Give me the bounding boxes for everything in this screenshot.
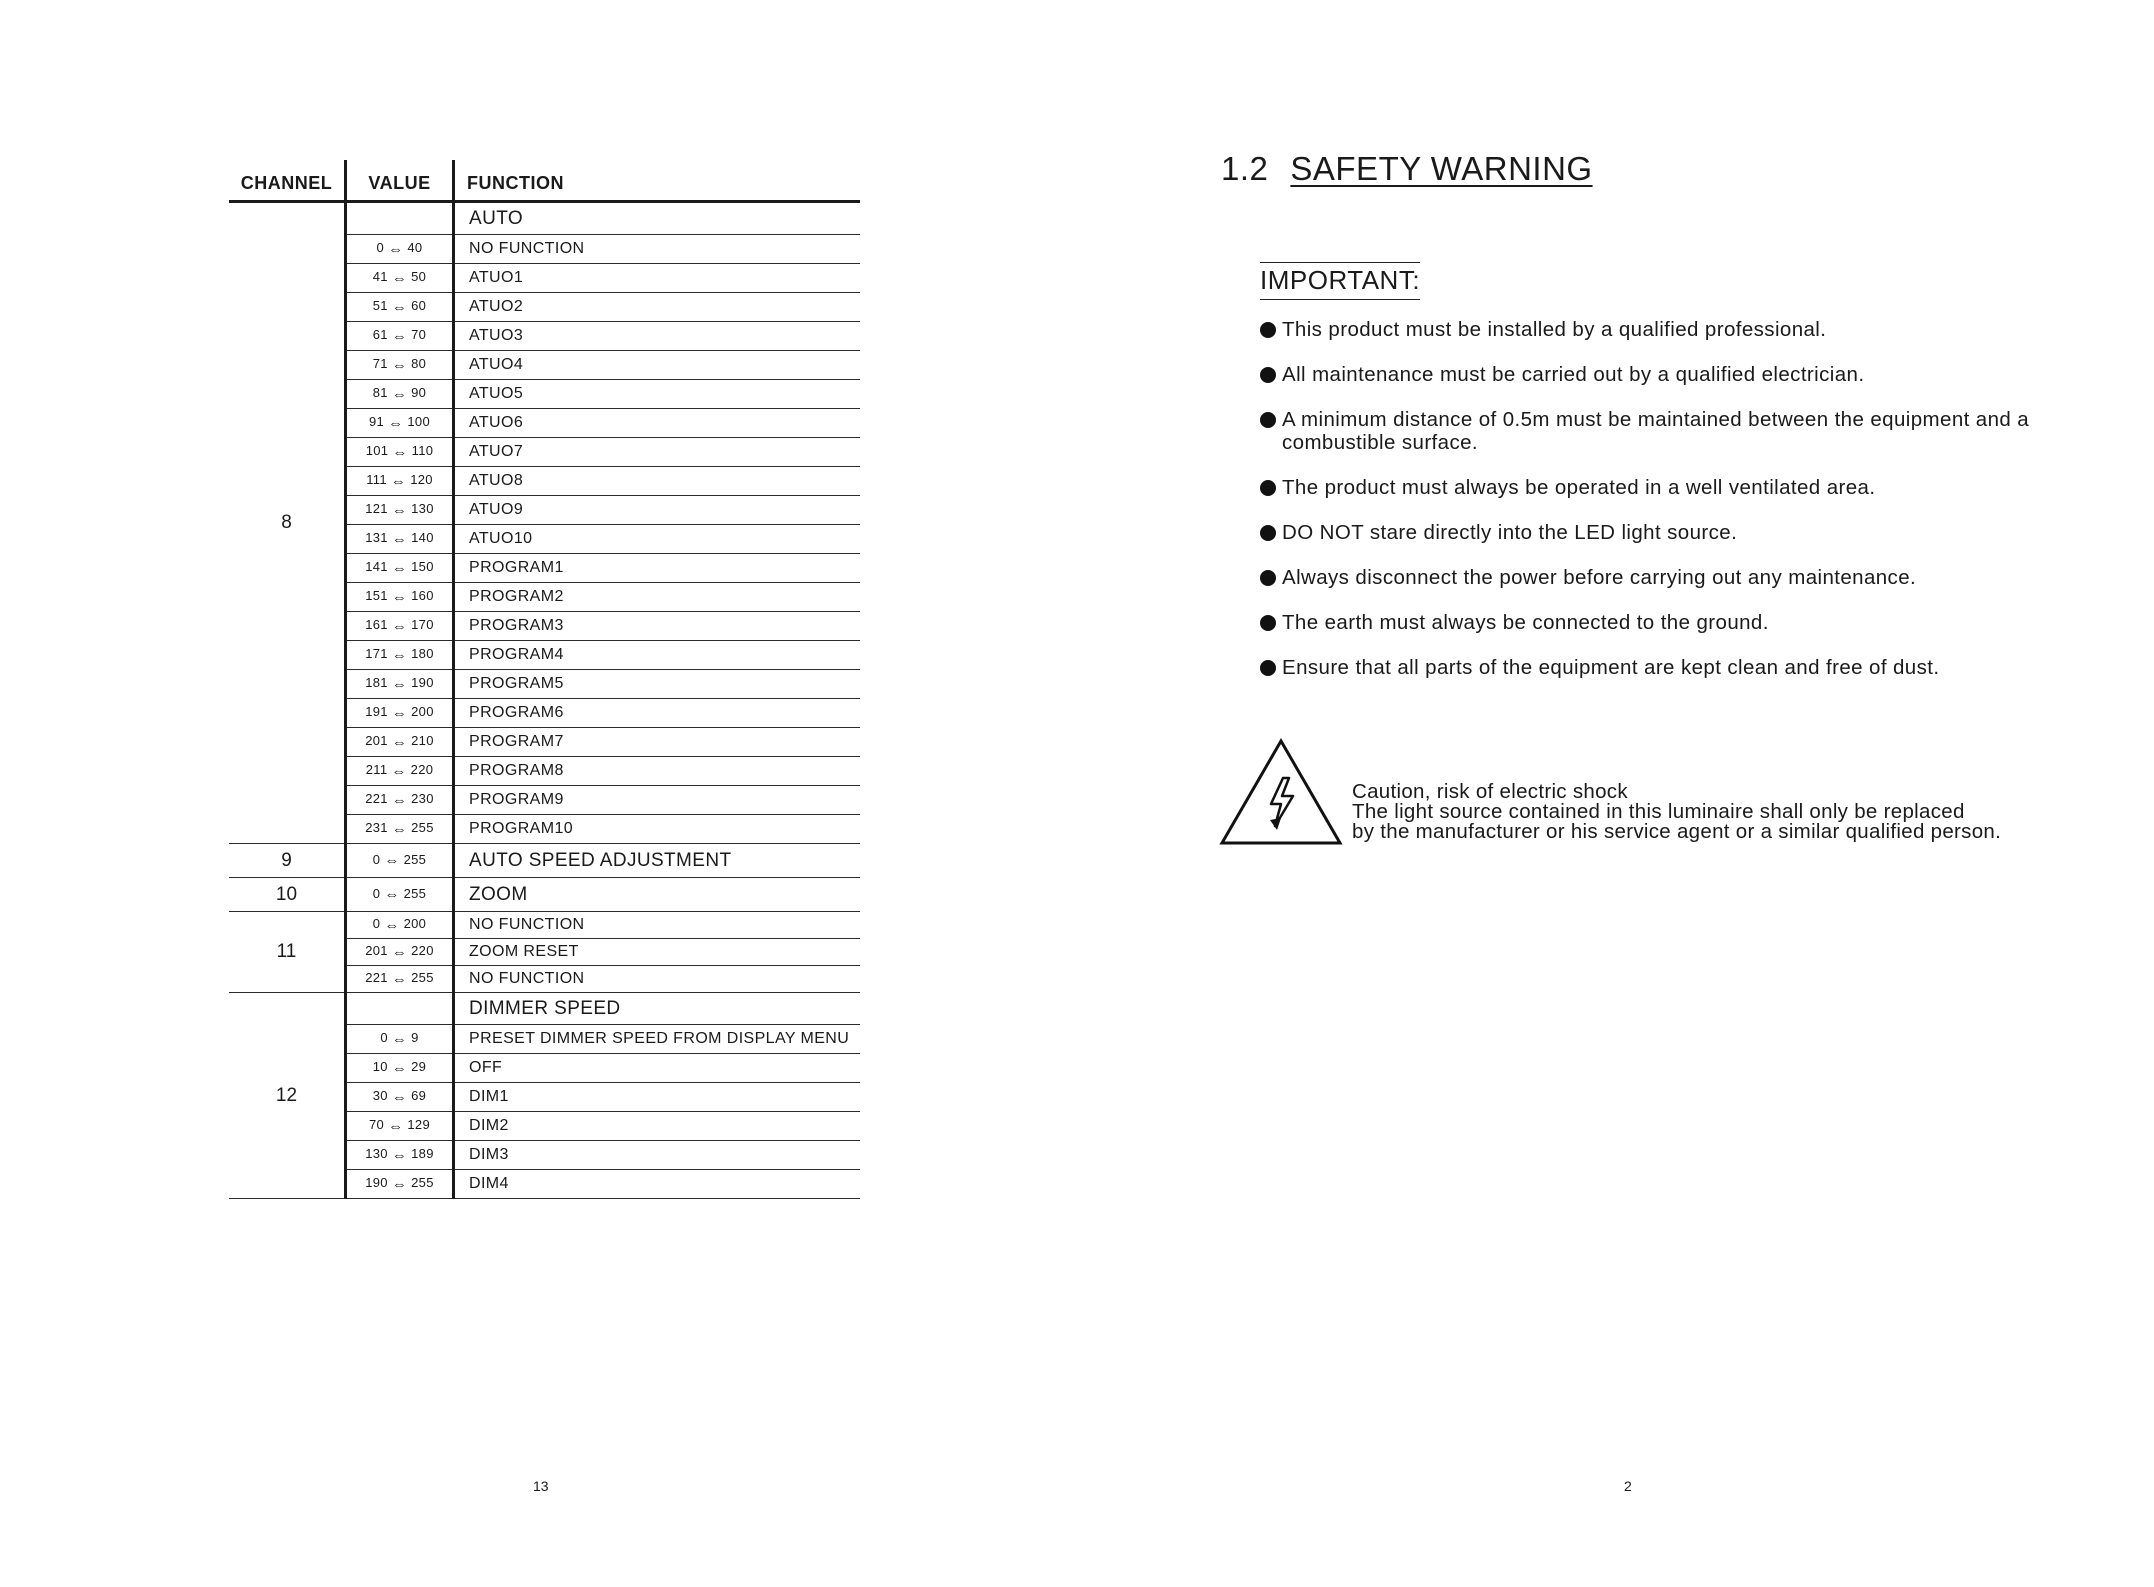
header-value: VALUE (346, 160, 454, 202)
range-arrow-icon: ⇔ (391, 1146, 408, 1164)
value-start: 231 (365, 820, 388, 836)
value-start: 30 (372, 1088, 388, 1104)
value-start: 10 (372, 1059, 388, 1075)
function-cell: DIMMER SPEED (454, 993, 861, 1025)
value-cell (346, 699, 454, 728)
caution-block (1219, 738, 2119, 848)
value-cell (346, 939, 454, 966)
function-cell: PROGRAM2 (454, 583, 861, 612)
value-cell (346, 554, 454, 583)
value-start: 201 (365, 943, 388, 959)
value-cell (346, 815, 454, 844)
value-end: 189 (411, 1146, 434, 1162)
value-end: 129 (407, 1117, 430, 1133)
value-cell (346, 322, 454, 351)
warning-item: DO NOT stare directly into the LED light source. (1260, 521, 2080, 544)
range-arrow-icon: ⇔ (391, 501, 408, 519)
value-cell (346, 525, 454, 554)
warning-item: The earth must always be connected to the ground. (1260, 611, 2080, 634)
function-cell: ATUO8 (454, 467, 861, 496)
value-cell (346, 757, 454, 786)
range-arrow-icon: ⇔ (391, 1175, 408, 1193)
value-end: 69 (411, 1088, 427, 1104)
function-cell: NO FUNCTION (454, 912, 861, 939)
value-end: 90 (411, 385, 427, 401)
range-arrow-icon: ⇔ (384, 916, 400, 934)
function-cell: PROGRAM3 (454, 612, 861, 641)
value-end: 120 (410, 472, 433, 488)
table-header-row (229, 160, 860, 202)
value-start: 201 (365, 733, 388, 749)
function-cell: ATUO3 (454, 322, 861, 351)
value-end: 220 (410, 762, 434, 778)
value-start: 211 (365, 762, 388, 778)
value-cell (346, 264, 454, 293)
value-cell (346, 1083, 454, 1112)
range-arrow-icon: ⇔ (388, 1117, 404, 1135)
value-cell (346, 993, 454, 1025)
value-cell (346, 912, 454, 939)
table-row (229, 993, 860, 1025)
function-cell: AUTO (454, 202, 861, 235)
value-start: 111 (366, 472, 387, 488)
caution-line-2: The light source contained in this luminaire shall only be replaced (1352, 800, 1965, 823)
range-arrow-icon: ⇔ (391, 530, 408, 548)
table-row (229, 878, 860, 912)
value-start: 131 (365, 530, 388, 546)
function-cell: DIM1 (454, 1083, 861, 1112)
value-cell (346, 1170, 454, 1199)
value-start: 171 (365, 646, 388, 662)
function-cell: PROGRAM1 (454, 554, 861, 583)
value-cell (346, 1112, 454, 1141)
value-end: 70 (411, 327, 427, 343)
function-cell: ATUO5 (454, 380, 861, 409)
value-start: 161 (365, 617, 388, 633)
value-end: 100 (407, 414, 430, 430)
value-cell (346, 670, 454, 699)
warning-item: Always disconnect the power before carrying out any maintenance. (1260, 566, 2080, 589)
range-arrow-icon: ⇔ (384, 886, 400, 904)
value-end: 160 (411, 588, 434, 604)
value-cell (346, 1054, 454, 1083)
function-cell: PROGRAM9 (454, 786, 861, 815)
range-arrow-icon: ⇔ (391, 298, 408, 316)
value-start: 91 (369, 414, 385, 430)
section-title-text: SAFETY WARNING (1290, 150, 1593, 187)
value-end: 255 (411, 970, 434, 986)
value-end: 130 (411, 501, 434, 517)
function-cell: DIM3 (454, 1141, 861, 1170)
value-end: 9 (411, 1030, 419, 1046)
warning-item: A minimum distance of 0.5m must be maintained between the equipment and a combustible surface. (1260, 408, 2080, 454)
value-end: 80 (411, 356, 427, 372)
range-arrow-icon: ⇔ (388, 414, 404, 432)
value-end: 255 (403, 851, 427, 867)
value-end: 180 (411, 646, 434, 662)
function-cell: AUTO SPEED ADJUSTMENT (454, 844, 861, 878)
value-end: 190 (411, 675, 434, 691)
caution-line-3: by the manufacturer or his service agent or a similar qualified person. (1352, 820, 2002, 843)
value-cell (346, 844, 454, 878)
section-number: 1.2 (1221, 150, 1269, 187)
value-start: 0 (372, 885, 381, 901)
range-arrow-icon: ⇔ (391, 1030, 408, 1048)
range-arrow-icon: ⇔ (391, 617, 408, 635)
value-end: 60 (411, 298, 427, 314)
value-start: 0 (372, 916, 381, 932)
header-channel: CHANNEL (229, 160, 346, 202)
caution-text (1352, 782, 2001, 842)
range-arrow-icon: ⇔ (391, 646, 408, 664)
function-cell: ATUO7 (454, 438, 861, 467)
range-arrow-icon: ⇔ (391, 791, 408, 809)
value-cell (346, 496, 454, 525)
range-arrow-icon: ⇔ (391, 733, 408, 751)
value-end: 150 (411, 559, 434, 575)
table-row (229, 202, 860, 235)
function-cell: ATUO6 (454, 409, 861, 438)
dmx-channel-table (229, 160, 860, 1199)
function-cell: PROGRAM7 (454, 728, 861, 757)
value-cell (346, 351, 454, 380)
range-arrow-icon: ⇔ (391, 588, 408, 606)
range-arrow-icon: ⇔ (391, 762, 407, 780)
value-start: 51 (372, 298, 388, 314)
function-cell: PROGRAM4 (454, 641, 861, 670)
function-cell: DIM4 (454, 1170, 861, 1199)
value-cell (346, 641, 454, 670)
function-cell: ATUO2 (454, 293, 861, 322)
value-end: 29 (411, 1059, 427, 1075)
range-arrow-icon: ⇔ (391, 1088, 408, 1106)
value-start: 191 (365, 704, 388, 720)
channel-cell: 12 (229, 993, 346, 1199)
value-end: 170 (411, 617, 434, 633)
range-arrow-icon: ⇔ (391, 356, 408, 374)
function-cell: NO FUNCTION (454, 966, 861, 993)
value-end: 255 (411, 1175, 434, 1191)
range-arrow-icon: ⇔ (391, 327, 408, 345)
value-start: 61 (372, 327, 388, 343)
function-cell: OFF (454, 1054, 861, 1083)
value-cell (346, 728, 454, 757)
value-cell (346, 878, 454, 912)
value-cell (346, 235, 454, 264)
value-cell (346, 293, 454, 322)
function-cell: PROGRAM6 (454, 699, 861, 728)
header-function: FUNCTION (454, 160, 861, 202)
value-cell (346, 438, 454, 467)
value-start: 71 (372, 356, 388, 372)
value-start: 81 (372, 385, 388, 401)
channel-cell: 11 (229, 912, 346, 993)
warning-item: This product must be installed by a qualified professional. (1260, 318, 2080, 341)
value-start: 0 (372, 851, 381, 867)
value-start: 121 (365, 501, 388, 517)
function-cell: PROGRAM5 (454, 670, 861, 699)
function-cell: ATUO9 (454, 496, 861, 525)
range-arrow-icon: ⇔ (388, 240, 404, 258)
value-start: 70 (369, 1117, 385, 1133)
function-cell: PROGRAM8 (454, 757, 861, 786)
page-number-right: 2 (1624, 1478, 1632, 1494)
value-end: 50 (411, 269, 427, 285)
value-cell (346, 612, 454, 641)
value-end: 210 (411, 733, 434, 749)
range-arrow-icon: ⇔ (392, 443, 408, 461)
value-end: 255 (403, 885, 427, 901)
channel-cell: 10 (229, 878, 346, 912)
value-start: 141 (365, 559, 388, 575)
value-start: 41 (372, 269, 388, 285)
electric-shock-warning-icon (1219, 738, 1343, 846)
range-arrow-icon: ⇔ (390, 472, 407, 490)
value-cell (346, 966, 454, 993)
function-cell: NO FUNCTION (454, 235, 861, 264)
value-end: 200 (411, 704, 434, 720)
value-start: 130 (365, 1146, 388, 1162)
value-end: 255 (411, 820, 434, 836)
range-arrow-icon: ⇔ (391, 559, 408, 577)
value-start: 101 (365, 443, 389, 459)
value-cell (346, 467, 454, 496)
value-start: 181 (365, 675, 388, 691)
range-arrow-icon: ⇔ (391, 675, 408, 693)
value-start: 190 (365, 1175, 388, 1191)
range-arrow-icon: ⇔ (391, 704, 408, 722)
warning-item: All maintenance must be carried out by a qualified electrician. (1260, 363, 2080, 386)
function-cell: ATUO10 (454, 525, 861, 554)
page-number-left: 13 (533, 1478, 549, 1494)
range-arrow-icon: ⇔ (391, 385, 408, 403)
value-start: 221 (365, 970, 388, 986)
range-arrow-icon: ⇔ (391, 269, 408, 287)
function-cell: ATUO1 (454, 264, 861, 293)
channel-cell: 8 (229, 202, 346, 844)
range-arrow-icon: ⇔ (391, 820, 408, 838)
warning-item: Ensure that all parts of the equipment are kept clean and free of dust. (1260, 656, 2080, 679)
value-cell (346, 583, 454, 612)
function-cell: ATUO4 (454, 351, 861, 380)
value-cell (346, 1025, 454, 1054)
range-arrow-icon: ⇔ (391, 1059, 408, 1077)
value-start: 221 (365, 791, 388, 807)
value-end: 110 (411, 443, 434, 459)
value-cell (346, 1141, 454, 1170)
function-cell: ZOOM RESET (454, 939, 861, 966)
value-start: 0 (376, 240, 385, 256)
table-body (229, 202, 860, 1199)
function-cell: PROGRAM10 (454, 815, 861, 844)
range-arrow-icon: ⇔ (384, 852, 400, 870)
important-heading: IMPORTANT: (1260, 262, 1420, 300)
section-title (1221, 150, 1593, 188)
value-end: 220 (411, 943, 434, 959)
function-cell: DIM2 (454, 1112, 861, 1141)
value-cell (346, 409, 454, 438)
range-arrow-icon: ⇔ (391, 970, 408, 988)
function-cell: ZOOM (454, 878, 861, 912)
caution-line-1: Caution, risk of electric shock (1352, 780, 1628, 803)
value-cell (346, 786, 454, 815)
value-cell (346, 202, 454, 235)
table-row (229, 844, 860, 878)
warning-item: The product must always be operated in a well ventilated area. (1260, 476, 2080, 499)
value-end: 200 (403, 916, 427, 932)
range-arrow-icon: ⇔ (391, 943, 408, 961)
value-cell (346, 380, 454, 409)
value-end: 230 (411, 791, 434, 807)
channel-cell: 9 (229, 844, 346, 878)
warning-list (1260, 318, 2080, 701)
value-start: 151 (365, 588, 388, 604)
table-row (229, 912, 860, 939)
function-cell: PRESET DIMMER SPEED FROM DISPLAY MENU (454, 1025, 861, 1054)
value-end: 140 (411, 530, 434, 546)
value-end: 40 (407, 240, 423, 256)
value-start: 0 (380, 1030, 388, 1046)
